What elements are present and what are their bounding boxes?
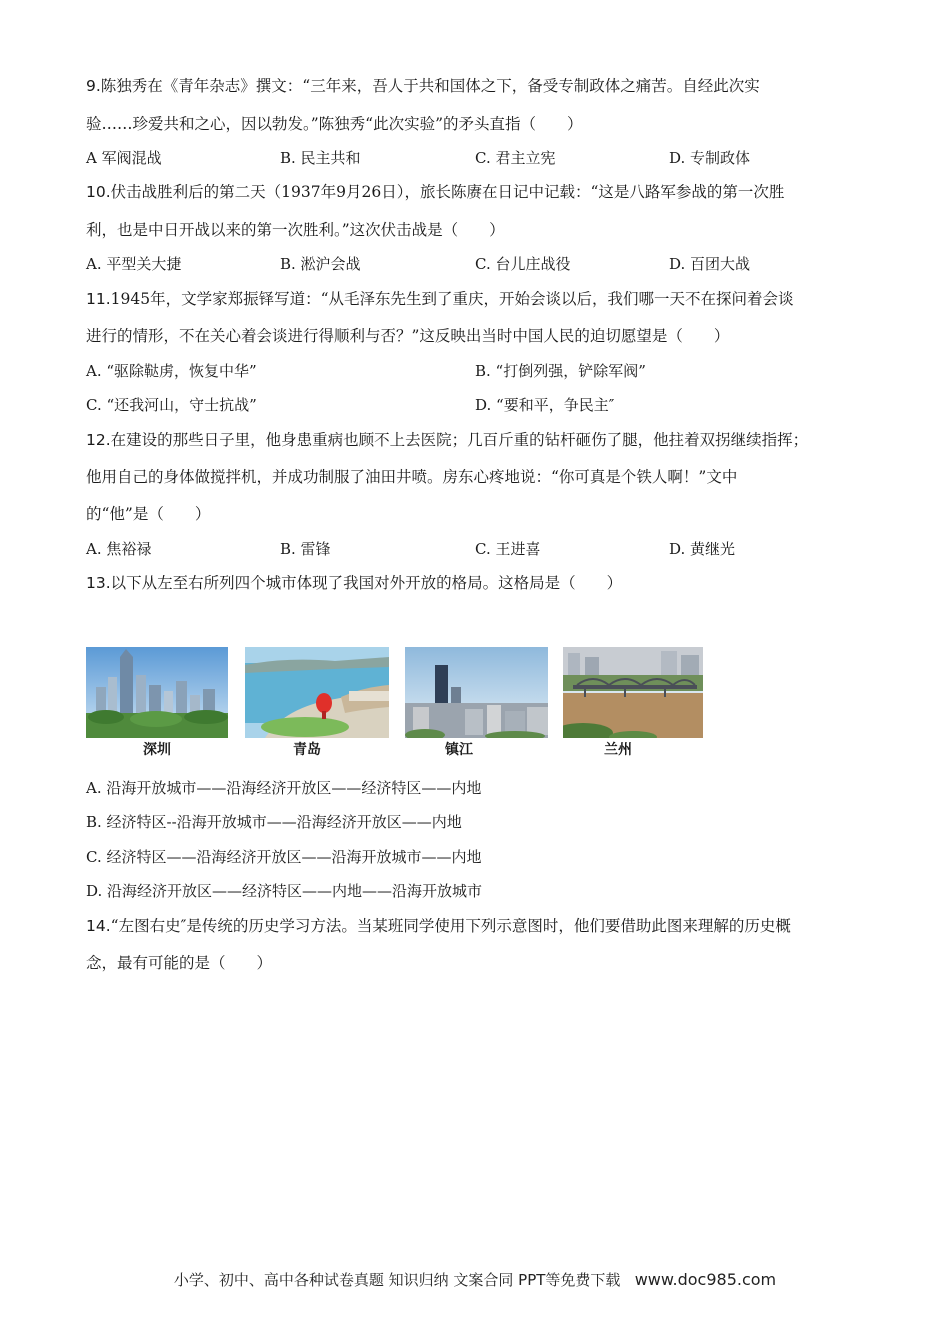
q13-option-b: B. 经济特区--沿海开放城市——沿海经济开放区——内地 (86, 813, 462, 831)
q10-option-b: B. 淞沪会战 (280, 255, 361, 273)
q11-line1 (86, 289, 794, 309)
q10-option-c: C. 台儿庄战役 (475, 255, 571, 273)
city-caption-qingdao: 青岛 (293, 742, 321, 758)
q11-option-c: C. “还我河山，守士抗战” (86, 396, 257, 414)
q11-option-d: D. “要和平，争民主″ (475, 396, 615, 414)
q14-text1: “左图右史″是传统的历史学习方法。当某班同学使用下列示意图时，他们要借助此图来理解的历史概 (110, 917, 791, 935)
lanzhou-photo (563, 647, 703, 738)
q11-option-a: A. “驱除鞑虏，恢复中华” (86, 362, 257, 380)
q11-number: 11. (86, 290, 111, 308)
q10-option-d: D. 百团大战 (669, 255, 751, 273)
q9-option-c: C. 君主立宪 (475, 149, 556, 167)
q9-number: 9. (86, 77, 101, 95)
q13-number: 13. (86, 574, 111, 592)
q10-line1 (86, 182, 784, 202)
q12-line1 (86, 430, 808, 450)
q14-number: 14. (86, 917, 111, 935)
q13-line1 (86, 573, 622, 593)
city-caption-shenzhen: 深圳 (143, 742, 171, 758)
q9-text1: 陈独秀在《青年杂志》撰文：“三年来，吾人于共和国体之下，备受专制政体之痛苦。自经此次实 (100, 77, 760, 95)
city-caption-zhenjiang: 镇江 (445, 742, 473, 758)
q10-line2: 利，也是中日开战以来的第一次胜利。”这次伏击战是（ ） (86, 221, 505, 239)
q12-number: 12. (86, 431, 111, 449)
q12-line2: 他用自己的身体做搅拌机，并成功制服了油田井喷。房东心疼地说：“你可真是个铁人啊！”文中 (86, 468, 738, 486)
q12-line3: 的“他”是（ ） (86, 505, 211, 523)
shenzhen-photo (86, 647, 228, 738)
q13-text1: 以下从左至右所列四个城市体现了我国对外开放的格局。这格局是（ ） (110, 574, 623, 592)
q9-option-a: A 军阀混战 (86, 149, 162, 167)
page-footer (0, 1269, 950, 1290)
q10-number: 10. (86, 183, 111, 201)
q12-option-c: C. 王进喜 (475, 540, 541, 558)
q11-option-b: B. “打倒列强，铲除军阀” (475, 362, 646, 380)
q12-option-b: B. 雷锋 (280, 540, 331, 558)
q9-option-b: B. 民主共和 (280, 149, 361, 167)
q10-option-a: A. 平型关大捷 (86, 255, 182, 273)
q12-option-d: D. 黄继光 (669, 540, 736, 558)
q12-option-a: A. 焦裕禄 (86, 540, 152, 558)
q9-option-d: D. 专制政体 (669, 149, 751, 167)
q9-line1 (86, 76, 760, 96)
q14-line2: 念，最有可能的是（ ） (86, 954, 273, 972)
q13-option-d: D. 沿海经济开放区——经济特区——内地——沿海开放城市 (86, 882, 483, 900)
q13-option-a: A. 沿海开放城市——沿海经济开放区——经济特区——内地 (86, 779, 482, 797)
zhenjiang-photo (405, 647, 548, 738)
qingdao-photo (245, 647, 389, 738)
q14-line1 (86, 916, 791, 936)
city-caption-lanzhou: 兰州 (604, 742, 632, 758)
footer-link[interactable]: www.doc985.com (634, 1270, 777, 1289)
q9-line2: 验……珍爱共和之心，因以勃发。”陈独秀“此次实验”的矛头直指（ ） (86, 115, 583, 133)
footer-text: 小学、初中、高中各种试卷真题 知识归纳 文案合同 PPT等免费下载 (173, 1271, 621, 1289)
q10-text1: 伏击战胜利后的第二天（1937年9月26日），旅长陈赓在日记中记载：“这是八路军参战的第一次胜 (110, 183, 785, 201)
q11-line2: 进行的情形，不在关心着会谈进行得顺利与否？”这反映出当时中国人民的迫切愿望是（ ） (86, 327, 730, 345)
q13-option-c: C. 经济特区——沿海经济开放区——沿海开放城市——内地 (86, 848, 482, 866)
q11-text1: 1945年，文学家郑振铎写道：“从毛泽东先生到了重庆，开始会谈以后，我们哪一天不在探问着会谈 (110, 290, 794, 308)
q12-text1: 在建设的那些日子里，他身患重病也顾不上去医院；几百斤重的钻杆砸伤了腿，他拄着双拐继续指挥； (110, 431, 809, 449)
